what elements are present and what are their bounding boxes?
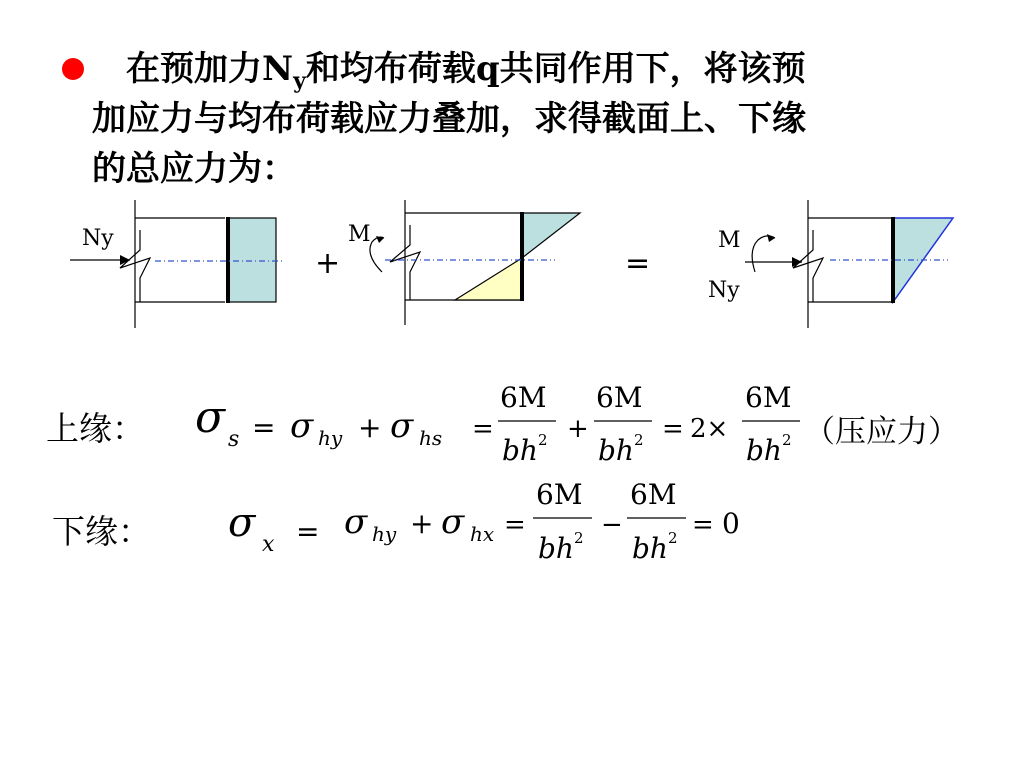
moment-arrow-icon [370, 237, 384, 272]
tension-triangle [522, 213, 580, 258]
text-line1-c: 共同作用下，将该预 [499, 49, 806, 89]
result-zero: 0 [722, 507, 740, 540]
equals-sign: = [252, 411, 276, 444]
equals-sign: = [504, 510, 526, 540]
exponent: 2 [634, 431, 644, 449]
sigma-hy-symbol: σ [344, 502, 368, 542]
sigma-s-subscript: s [228, 427, 240, 452]
equals-sign: = [296, 515, 320, 548]
compression-note: （压应力） [804, 414, 959, 450]
panel-combined [745, 200, 953, 328]
plus-sign: + [315, 246, 341, 281]
exponent: 2 [782, 431, 792, 449]
symbol-q: q [475, 49, 500, 89]
minus-sign: − [601, 510, 623, 540]
sigma-s-symbol: σ [195, 392, 226, 443]
fraction-numerator: 6M [630, 478, 677, 511]
upper-edge-label: 上缘： [46, 409, 145, 448]
sigma-hx-subscript: hx [470, 522, 495, 546]
fraction-numerator: 6M [536, 478, 583, 511]
fraction-numerator: 6M [596, 381, 643, 414]
text-line3: 的总应力为： [92, 149, 296, 189]
exponent: 2 [574, 529, 584, 547]
compression-triangle [455, 258, 522, 300]
label-ny-right: Ny [708, 278, 740, 303]
fraction-denominator: bh [632, 532, 668, 565]
label-m-right: M [718, 228, 741, 253]
times-factor: 2× [690, 414, 729, 444]
plus-sign: + [358, 411, 382, 444]
sigma-x-symbol: σ [228, 500, 256, 546]
panel-prestress [70, 200, 282, 328]
text-line1-b: 和均布荷载 [305, 49, 476, 89]
sigma-hy-subscript: hy [318, 426, 343, 450]
sigma-x-subscript: x [262, 532, 275, 557]
fraction-numerator: 6M [500, 381, 547, 414]
equals-sign: = [662, 414, 684, 444]
fraction-denominator: bh [598, 434, 634, 467]
sigma-hs-symbol: σ [390, 406, 414, 446]
fraction-denominator: bh [538, 532, 574, 565]
sigma-hy-subscript: hy [372, 522, 397, 546]
symbol-ny: $N_y$ [262, 49, 306, 94]
plus-sign: + [410, 507, 434, 540]
label-m-middle: M [348, 222, 371, 247]
lower-edge-label: 下缘： [52, 512, 151, 551]
plus-sign: + [567, 414, 589, 444]
moment-arrow-icon [752, 236, 775, 272]
panel-bending [370, 200, 580, 325]
text-line2: 加应力与均布荷载应力叠加，求得截面上、下缘 [92, 99, 806, 139]
fraction-denominator: bh [502, 434, 538, 467]
fraction-denominator: bh [746, 434, 782, 467]
uniform-stress-block [228, 218, 276, 302]
fraction-numerator: 6M [745, 381, 792, 414]
sigma-hx-symbol: σ [441, 502, 465, 542]
exponent: 2 [538, 431, 548, 449]
text-line1-a: 在预加力 [126, 49, 262, 89]
exponent: 2 [668, 529, 678, 547]
equals-sign: = [472, 414, 494, 444]
label-ny-left: Ny [82, 226, 114, 251]
arrow-head-icon [767, 234, 775, 242]
equals-sign: = [625, 246, 651, 281]
sigma-hs-subscript: hs [419, 426, 443, 450]
equals-sign: = [692, 510, 714, 540]
sigma-hy-symbol: σ [290, 406, 314, 446]
